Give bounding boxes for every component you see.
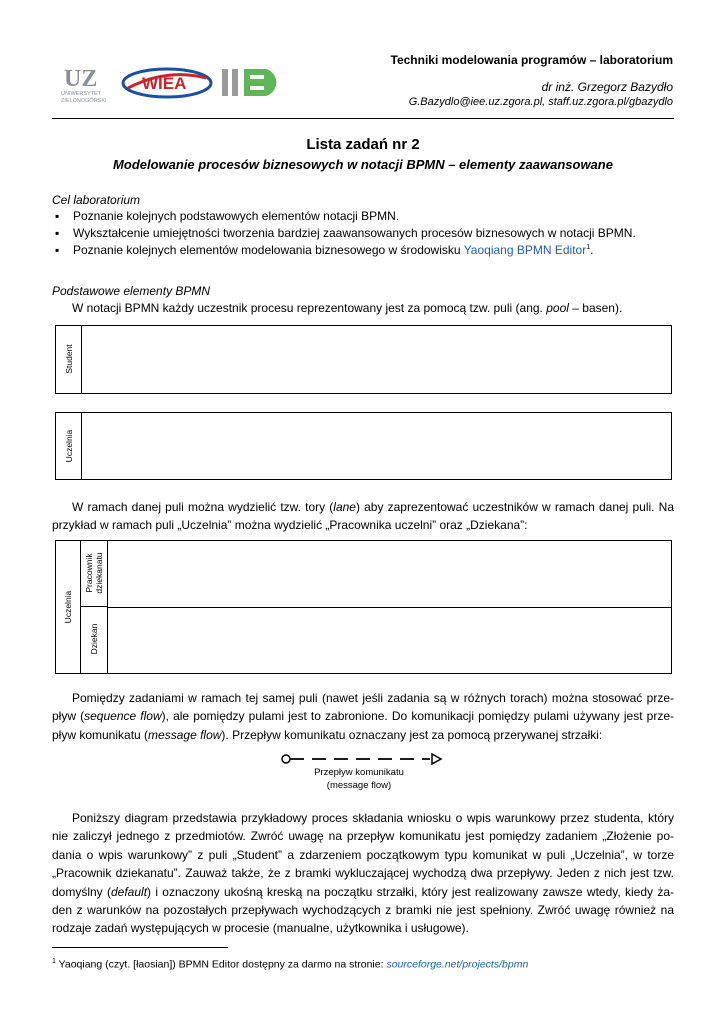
pool-label-cell: [56, 326, 82, 393]
header-divider: [52, 118, 674, 119]
pool-uczelnia-lanes: [55, 540, 672, 674]
term-default: default: [111, 884, 148, 899]
pool-lanes-label: Uczelnia: [63, 590, 73, 624]
diagram-paragraph: Poniższy diagram przedstawia przykładowy proces składania wniosku o wpis warunkowy przez studenta, który nie zaliczył jednego z przedmiotów. Zwróć uwagę na przepływ komunikatu jest pomiędzy zadaniem „Złożenie po-dania o wpis warunkowy” z puli „Student” a zdarzeniem początkowym typu komunikat w puli „Uczelnia”, w torze „Pracownik dziekanatu”. Zauważ także, że z bramki wykluczającej wychodzą dwa przepływy. Jeden z nich jest tzw. domyślny (default) i oznaczony ukośną kreską na początku strzałki, który jest realizowany zawsze wtedy, kiedy ża-den z warunków na pozostałych przepływach wychodzących z bramki nie jest spełniony. Zwróć uwagę również na rodzaje zadań występujących w procesie (manualne, użytkownika i usługowe).: [52, 811, 675, 936]
term-pool: pool: [546, 301, 569, 315]
goal-item-text: Poznanie kolejnych elementów modelowania biznesowego w środowisku: [73, 243, 461, 257]
page-subtitle: Modelowanie procesów biznesowych w notacji BPMN – elementy zaawansowane: [113, 157, 613, 172]
bullet-icon: ▪: [55, 243, 60, 257]
footnote: [52, 958, 528, 971]
footnote-ref[interactable]: 1: [586, 244, 591, 251]
iie-logo-text: IIE: [250, 83, 252, 84]
bullet-icon: ▪: [55, 226, 60, 240]
flows-paragraph: Pomiędzy zadaniami w ramach tej samej puli (nawet jeśli zadania są w różnych torach) można stosować prze-pływ (sequence flow), ale pomiędzy pulami jest to zabronione. Do komunikacji pomiędzy pulami używany jest prze-pływ komunikatu (message flow). Przepływ komunikatu oznaczany jest za pomocą przerywanej strzałki:: [52, 691, 674, 742]
pool-uczelnia-label: Uczelnia: [64, 429, 74, 463]
uz-logo-letters: UZ: [64, 66, 98, 92]
lane2-label-cell: [81, 607, 108, 673]
footnote-mark: 1: [52, 958, 56, 965]
term-sequence-flow: sequence flow: [84, 709, 162, 724]
bullet-icon: ▪: [55, 209, 60, 223]
uz-logo: [60, 62, 116, 104]
uz-logo-line2: ZIELONOGÓRSKI: [61, 98, 107, 104]
term-message-flow: message flow: [148, 727, 222, 742]
uz-logo-line1: UNIWERSYTET: [61, 91, 102, 97]
pool-label-cell: [56, 541, 81, 673]
footnote-divider: [52, 947, 228, 948]
pool-label-cell: [56, 413, 82, 479]
arrow-caption-1: Przepływ komunikatu: [314, 767, 404, 778]
sourceforge-link[interactable]: sourceforge.net/projects/bpmn: [386, 958, 529, 971]
yaoqiang-link[interactable]: Yaoqiang BPMN Editor: [463, 243, 587, 257]
arrow-caption-2: (message flow): [326, 780, 392, 791]
basics-intro: W notacji BPMN każdy uczestnik procesu reprezentowany jest za pomocą tzw. puli (ang. pool – basen).: [72, 301, 623, 315]
lane-divider: [108, 607, 671, 608]
goal-item: Poznanie kolejnych podstawowych elementów notacji BPMN.: [73, 209, 400, 223]
lanes-paragraph: W ramach danej puli można wydzielić tzw. tory (lane) aby zaprezentować uczestników w ramach danej puli. Na przykład w ramach puli „Uczelnia” można wydzielić „Pracownika uczelni” oraz „Dziekana”:: [52, 500, 674, 533]
message-flow-arrow: [280, 751, 450, 767]
course-title: Techniki modelowania programów – laboratorium: [390, 53, 673, 67]
lane-dziekan-label: Dziekan: [89, 623, 99, 655]
author-contact: G.Bazydlo@iee.uz.zgora.pl, staff.uz.zgora.pl/gbazydlo: [408, 96, 673, 108]
wiea-logo: [120, 66, 214, 100]
basics-heading: Podstawowe elementy BPMN: [52, 284, 211, 298]
pool-student-label: Student: [64, 344, 74, 374]
lane-pracownik-label: Pracownik dziekanatu: [84, 552, 104, 594]
pool-uczelnia: [55, 412, 672, 480]
pool-student: [55, 325, 672, 394]
wiea-logo-text: WIEA: [142, 74, 187, 93]
footnote-text: Yaoqiang (czyt. [łaosian]) BPMN Editor dostępny za darmo na stronie:: [58, 958, 384, 971]
page-title: Lista zadań nr 2: [306, 136, 420, 153]
author-name: dr inż. Grzegorz Bazydło: [541, 80, 673, 94]
goals-heading: Cel laboratorium: [52, 193, 141, 207]
term-lane: lane: [333, 500, 356, 514]
goal-item: Wykształcenie umiejętności tworzenia bardziej zaawansowanych procesów biznesowych w notacji BPMN.: [73, 226, 636, 240]
iie-logo: [220, 66, 284, 100]
goal-item-end: .: [590, 243, 594, 257]
goal-item: [73, 243, 593, 257]
lane1-label-cell: [81, 541, 108, 607]
